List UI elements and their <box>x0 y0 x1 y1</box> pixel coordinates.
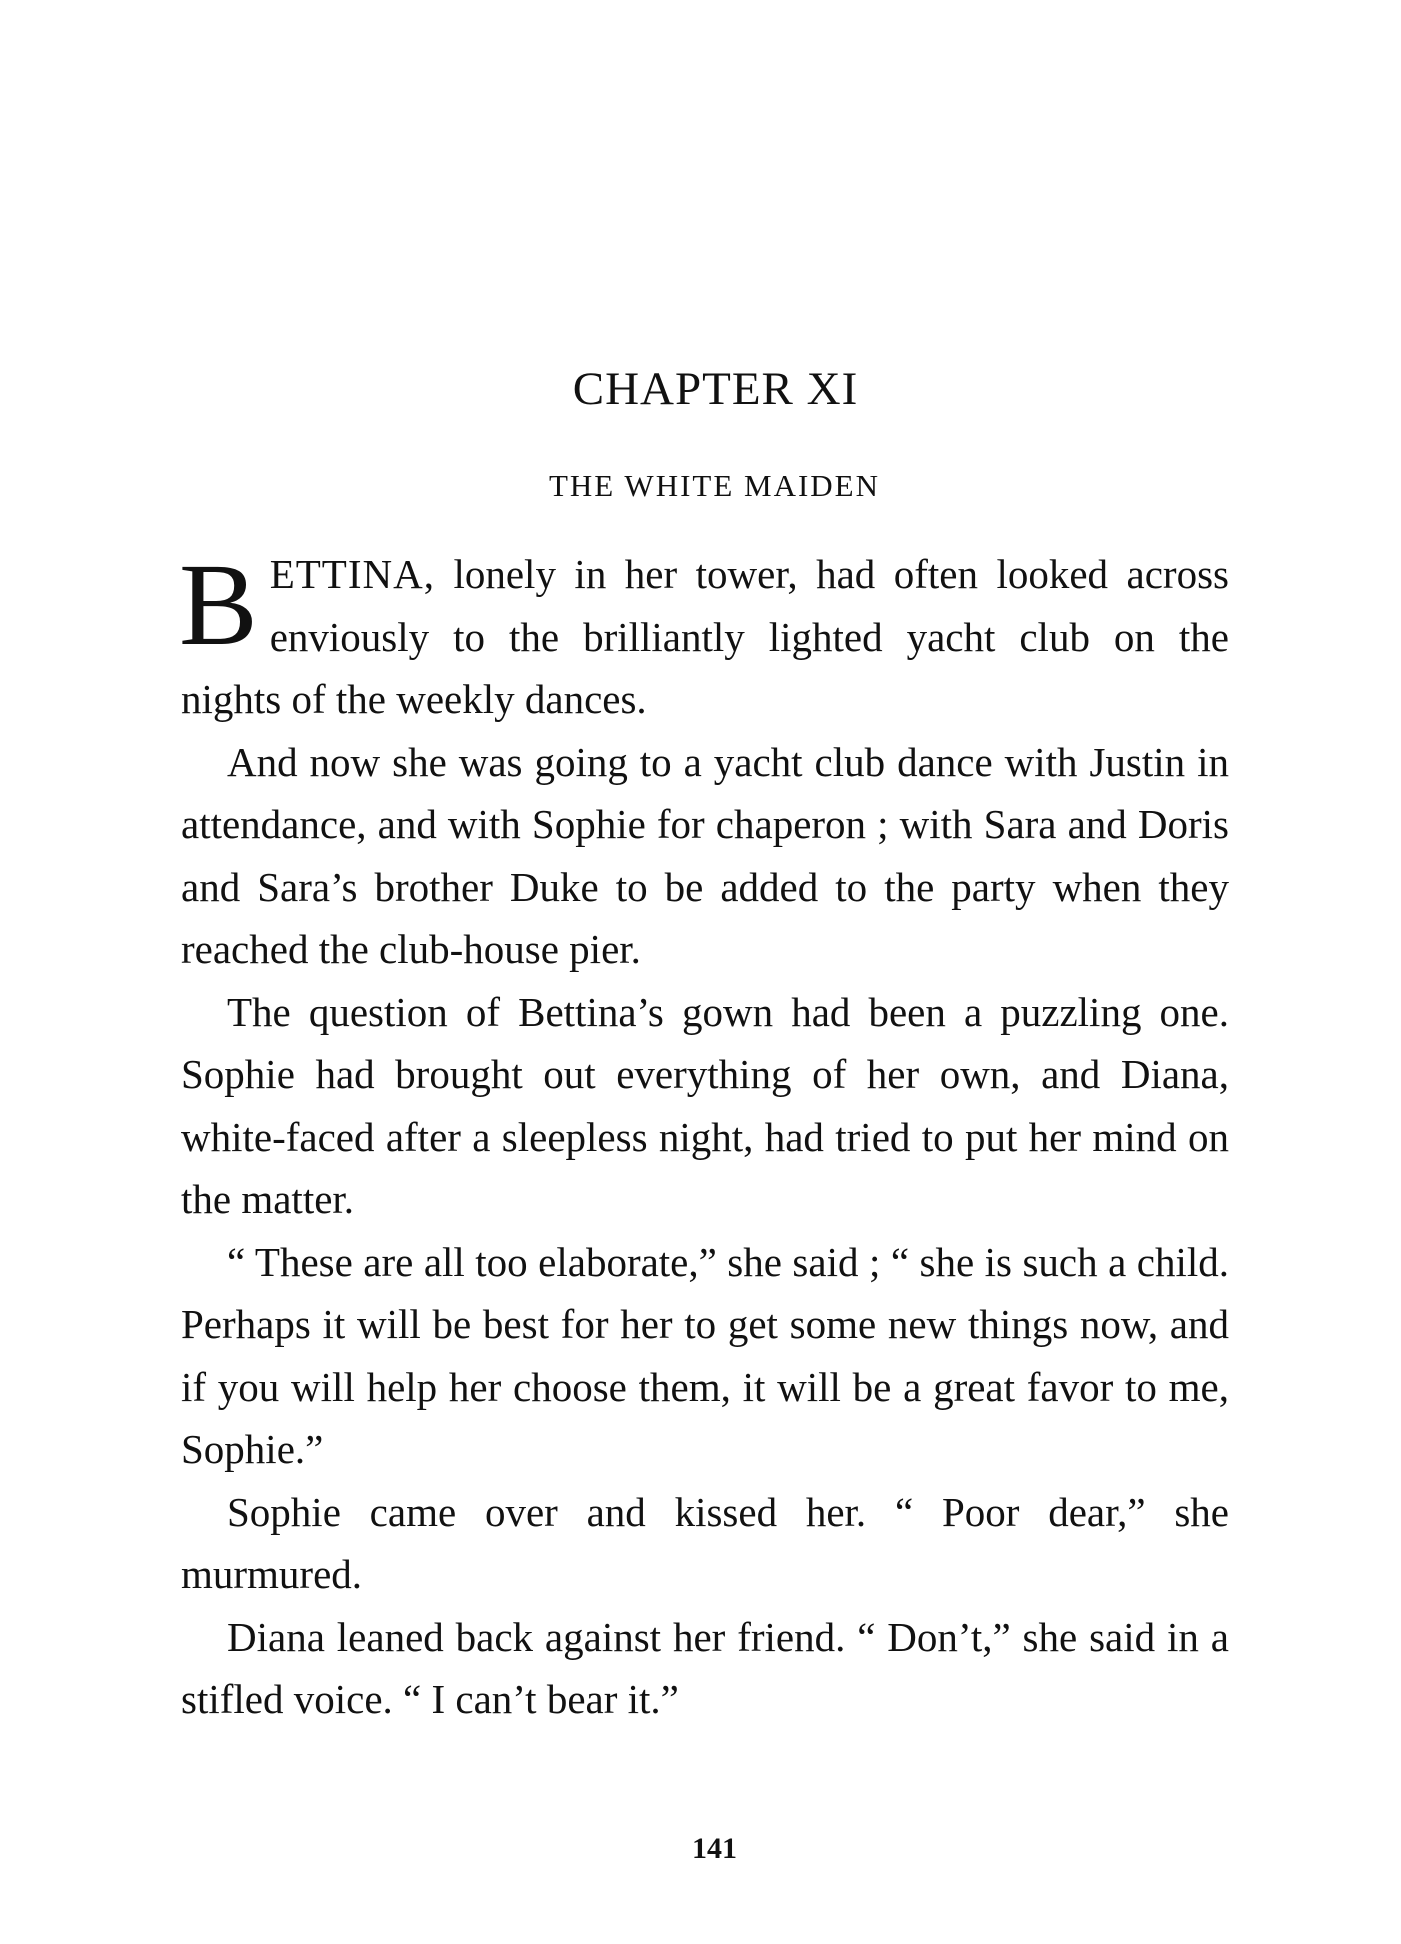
page-number: 141 <box>692 1832 737 1865</box>
paragraph-4: “ These are all too elaborate,” she said ; “ she is such a child. Perhaps it will be best for her to get some new things now, and if you will help her choose them, it will be a great favor to me, Sophie.” <box>181 1238 1229 1472</box>
opening-word: ETTINA, <box>269 551 435 597</box>
paragraph-3: The question of Bettina’s gown had been a puzzling one. Sophie had brought out everything of her own, and Diana, white-faced after a sleepless night, had tried to put her mind on the matter. <box>181 988 1229 1222</box>
paragraph-1-text: lonely in her tower, had often looked across enviously to the brilliantly lighted yacht club on the nights of the weekly dances. <box>181 551 1229 722</box>
drop-cap: B <box>179 539 258 670</box>
paragraph-6: Diana leaned back against her friend. “ Don’t,” she said in a stifled voice. “ I can’t bear it.” <box>181 1613 1229 1722</box>
chapter-title: CHAPTER XI <box>572 363 859 415</box>
paragraph-5: Sophie came over and kissed her. “ Poor dear,” she murmured. <box>181 1488 1229 1597</box>
paragraph-1 <box>179 539 1229 731</box>
chapter-subtitle: THE WHITE MAIDEN <box>548 468 881 503</box>
chapter-text <box>179 539 1229 1731</box>
paragraph-2: And now she was going to a yacht club dance with Justin in attendance, and with Sophie for chaperon ; with Sara and Doris and Sara’s brother Duke to be added to the party when they reached the club-house pier. <box>181 738 1229 972</box>
